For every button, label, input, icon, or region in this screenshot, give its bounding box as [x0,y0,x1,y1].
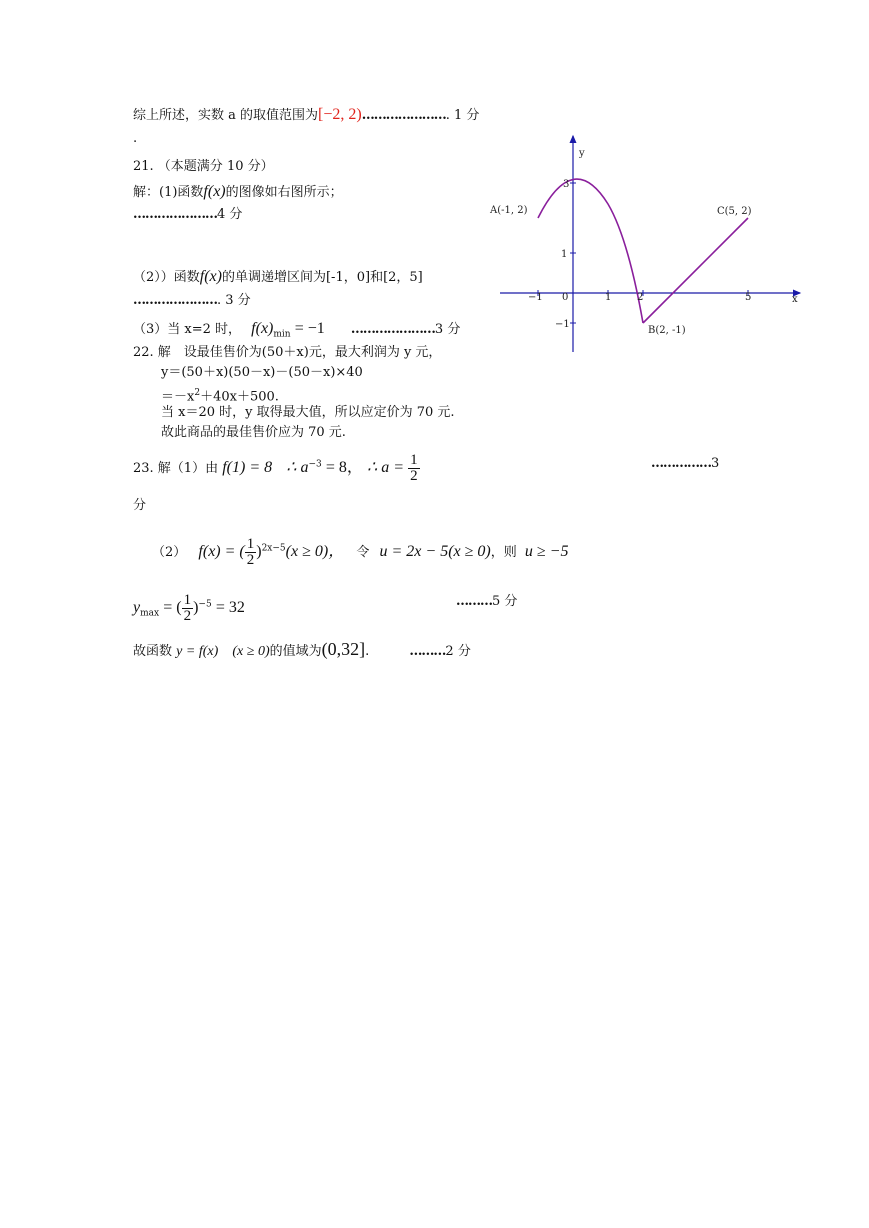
q23-l4-mid: 的值域为 [269,644,322,659]
q22-line2: y＝(50＋x)(50－x)－(50－x)×40 [161,365,363,380]
q23-l3-num: 1 [183,592,192,608]
q23-l3-score: 5 分 [492,594,518,609]
q21-p3-sub: min [273,329,291,340]
line-segment-bc [643,218,748,323]
q21-header: 21. （本题满分 10 分） [133,159,274,174]
q23-l1-therefore2: ∴ a = [367,459,405,476]
q23-l3-y: y [133,599,141,616]
q23-l3-val: = 32 [215,599,245,616]
q21-part1-score [133,206,242,224]
q21-p2-score: . 3 分 [217,293,251,308]
point-a-label: A(-1, 2) [490,205,528,216]
x-tick-label-1: 1 [605,292,612,303]
q23-l3-exp: −5 [198,599,212,610]
q23-l4-score: 2 分 [445,644,471,659]
q23-l1-prefix: 23. 解（1）由 [133,461,219,476]
y-tick-label-3: 3 [563,179,570,190]
q23-part2-max [133,593,245,624]
y-tick-label-1: 1 [561,249,568,260]
q21-p2-prefix: （2））函数 [133,270,200,285]
q23-part2 [152,537,568,568]
q22-l3-a: ＝－x [161,389,195,405]
x-tick-label-2: 2 [637,292,644,303]
q21-p2-suffix: 的单调递增区间为[-1，0]和[2，5] [221,270,423,285]
q22-line3 [161,384,279,406]
q23-l2-close: ) [256,543,262,560]
q21-p1-prefix: 解：(1)函数 [133,185,204,200]
q23-l3-fraction [182,593,194,624]
q20-text: 综上所述，实数 a 的取值范围为 [133,108,319,123]
q23-l2-ze: ，则 [490,545,517,560]
q23-l1-den: 2 [410,468,418,484]
q23-part2-max-score [456,593,517,611]
x-tick-label-neg1: −1 [528,292,543,303]
q20-range: [−2, 2) [318,106,362,123]
q23-l2-cond: (x ≥ 0)， [285,543,345,560]
q23-l3-dots: ……… [456,594,492,609]
q23-l4-dot: . [365,644,370,659]
q21-p3-func: f(x) [251,320,274,337]
q23-l1-exp: −3 [308,459,322,470]
q23-l1-dots: …………… [651,456,711,471]
q21-p1-score: 4 分 [217,207,243,222]
q21-p2-func: f(x) [199,268,222,285]
q23-part2-range [133,640,471,661]
q23-l2-fraction [245,537,257,568]
q21-p3-value: = −1 [294,320,325,337]
point-b-label: B(2, -1) [648,325,686,336]
x-tick-label-0: 0 [562,292,569,303]
q23-part1 [133,453,420,484]
q21-part2 [133,268,423,287]
q23-l2-num: 1 [246,536,255,552]
q23-wrap: 分 [133,498,147,513]
q23-l1-eq2: = 8， [325,459,363,476]
q23-part1-score [651,455,719,473]
q20-score: . 1 分 [445,108,480,123]
q21-p1-dots: ………………… [133,207,217,222]
x-tick-label-5: 5 [745,292,752,303]
q20-dots: ………………… [361,108,446,123]
q22-line1: 22. 解 设最佳售价为(50＋x)元，最大利润为 y 元， [133,345,442,360]
q23-l4-range: (0,32] [321,639,366,659]
q21-p1-suffix: 的图像如右图所示； [225,185,343,200]
q21-part1 [133,183,343,202]
q20-conclusion [133,106,479,125]
q23-l2-u: u = 2x − 5(x ≥ 0) [379,543,491,560]
y-axis-label: y [579,148,585,159]
q21-p1-func: f(x) [203,183,226,200]
q21-p3-dots: ………………… [350,322,435,337]
q21-part2-score [133,292,251,310]
q23-l2-ling: 令 [356,545,370,560]
q22-l3-b: ＋40x＋500. [200,389,279,405]
q23-l1-therefore1: ∴ a [286,459,309,476]
q21-p3-score: 3 分 [434,322,461,337]
q23-l4-func: y = f(x) [176,644,219,659]
parabola-curve [538,179,643,323]
function-graph [488,130,808,360]
q22-l3-sup: 2 [194,388,201,398]
x-axis-label: x [792,294,798,305]
q23-l2-prefix: （2） [152,545,187,560]
q23-l1-score: 3 [711,456,720,471]
point-c-label: C(5, 2) [717,206,752,217]
q23-l2-result: u ≥ −5 [524,543,569,560]
q23-l4-dots: ……… [409,644,446,659]
q23-l2-den: 2 [246,552,255,568]
q23-l3-den: 2 [183,608,192,624]
q23-l1-eq: f(1) = 8 [222,459,273,476]
q23-l1-fraction [408,453,420,484]
q23-l3-sub: max [140,608,160,619]
q21-p3-prefix: （3）当 x=2 时， [133,322,242,337]
q21-p2-dots: ………………… [133,293,217,308]
q23-l2-f: f(x) = ( [198,543,245,560]
y-tick-label-neg1: −1 [555,319,570,330]
q21-part3 [133,320,460,344]
q23-l3-eq: = ( [163,599,182,616]
q23-l4-prefix: 故函数 [133,644,173,659]
q23-l3-close: ) [193,599,199,616]
q22-line4: 当 x＝20 时，y 取得最大值，所以应定价为 70 元. [161,405,455,420]
q23-l2-exp: 2x−5 [261,543,286,554]
q20-trailing-dot: . [133,131,138,146]
q23-l4-cond: (x ≥ 0) [232,644,270,659]
q23-l1-num: 1 [410,452,418,468]
q22-line5: 故此商品的最佳售价应为 70 元. [161,425,346,440]
